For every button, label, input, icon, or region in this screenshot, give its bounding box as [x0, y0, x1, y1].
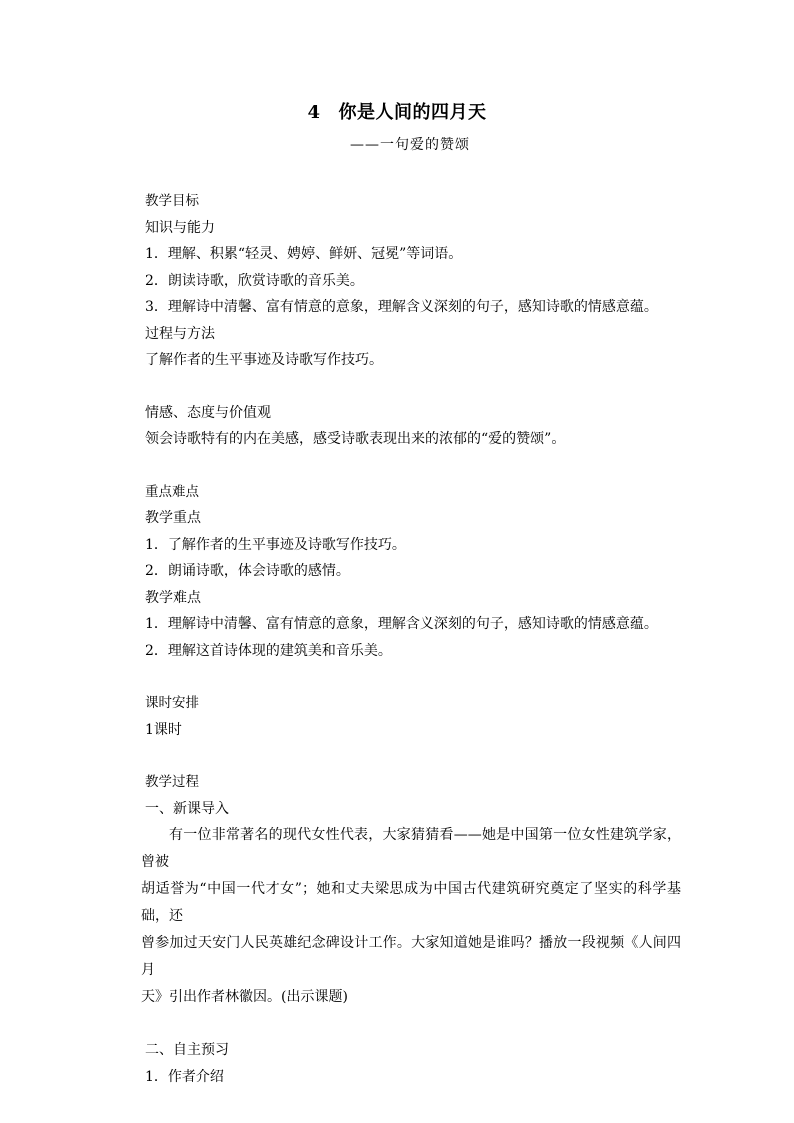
schedule-text: 1课时	[145, 721, 182, 738]
intro-heading: 一、新课导入	[145, 800, 229, 817]
emotion-heading: 情感、态度与价值观	[145, 404, 271, 421]
key-item: 2．朗诵诗歌，体会诗歌的感情。	[145, 563, 350, 579]
intro-paragraph-line: 曾参加过天安门人民英雄纪念碑设计工作。大家知道她是谁吗？播放一段视频《人间四月	[141, 935, 681, 978]
document-body	[141, 188, 681, 1090]
objectives-heading: 教学目标	[145, 193, 199, 209]
title-number: 4	[307, 102, 321, 123]
difficult-item: 2．理解这首诗体现的建筑美和音乐美。	[145, 642, 392, 659]
key-difficult-heading: 重点难点	[145, 483, 199, 500]
document-title	[0, 98, 794, 124]
preview-heading: 二、自主预习	[145, 1042, 229, 1058]
process-text: 了解作者的生平事迹及诗歌写作技巧。	[145, 352, 383, 368]
emotion-text: 领会诗歌特有的内在美感，感受诗歌表现出来的浓郁的“爱的赞颂”。	[145, 431, 566, 447]
difficult-heading: 教学难点	[145, 589, 201, 606]
process-heading: 过程与方法	[145, 325, 215, 342]
key-item: 1．了解作者的生平事迹及诗歌写作技巧。	[145, 536, 406, 553]
knowledge-item: 1．理解、积累“轻灵、娉婷、鲜妍、冠冕”等词语。	[145, 246, 463, 262]
intro-paragraph-line: 天》引出作者林徽因。(出示课题)	[141, 989, 348, 1005]
key-heading: 教学重点	[145, 510, 201, 526]
difficult-item: 1．理解诗中清馨、富有情意的意象，理解含义深刻的句子，感知诗歌的情感意蕴。	[145, 616, 658, 632]
knowledge-heading: 知识与能力	[145, 219, 215, 236]
knowledge-item: 2．朗读诗歌，欣赏诗歌的音乐美。	[145, 272, 364, 289]
knowledge-item: 3．理解诗中清馨、富有情意的意象，理解含义深刻的句子，感知诗歌的情感意蕴。	[145, 299, 658, 315]
intro-paragraph-line: 有一位非常著名的现代女性代表，大家猜猜看——她是中国第一位女性建筑学家，曾被	[141, 827, 681, 870]
intro-paragraph	[141, 822, 681, 1011]
title-text: 你是人间的四月天	[338, 102, 487, 123]
schedule-heading: 课时安排	[145, 695, 199, 711]
intro-paragraph-line: 胡适誉为“中国一代才女”；她和丈夫梁思成为中国古代建筑研究奠定了坚实的科学基础，还	[141, 881, 681, 924]
teaching-process-heading: 教学过程	[145, 774, 199, 790]
document-subtitle: ——一句爱的赞颂	[350, 137, 470, 153]
preview-item: 1．作者介绍	[145, 1068, 224, 1085]
